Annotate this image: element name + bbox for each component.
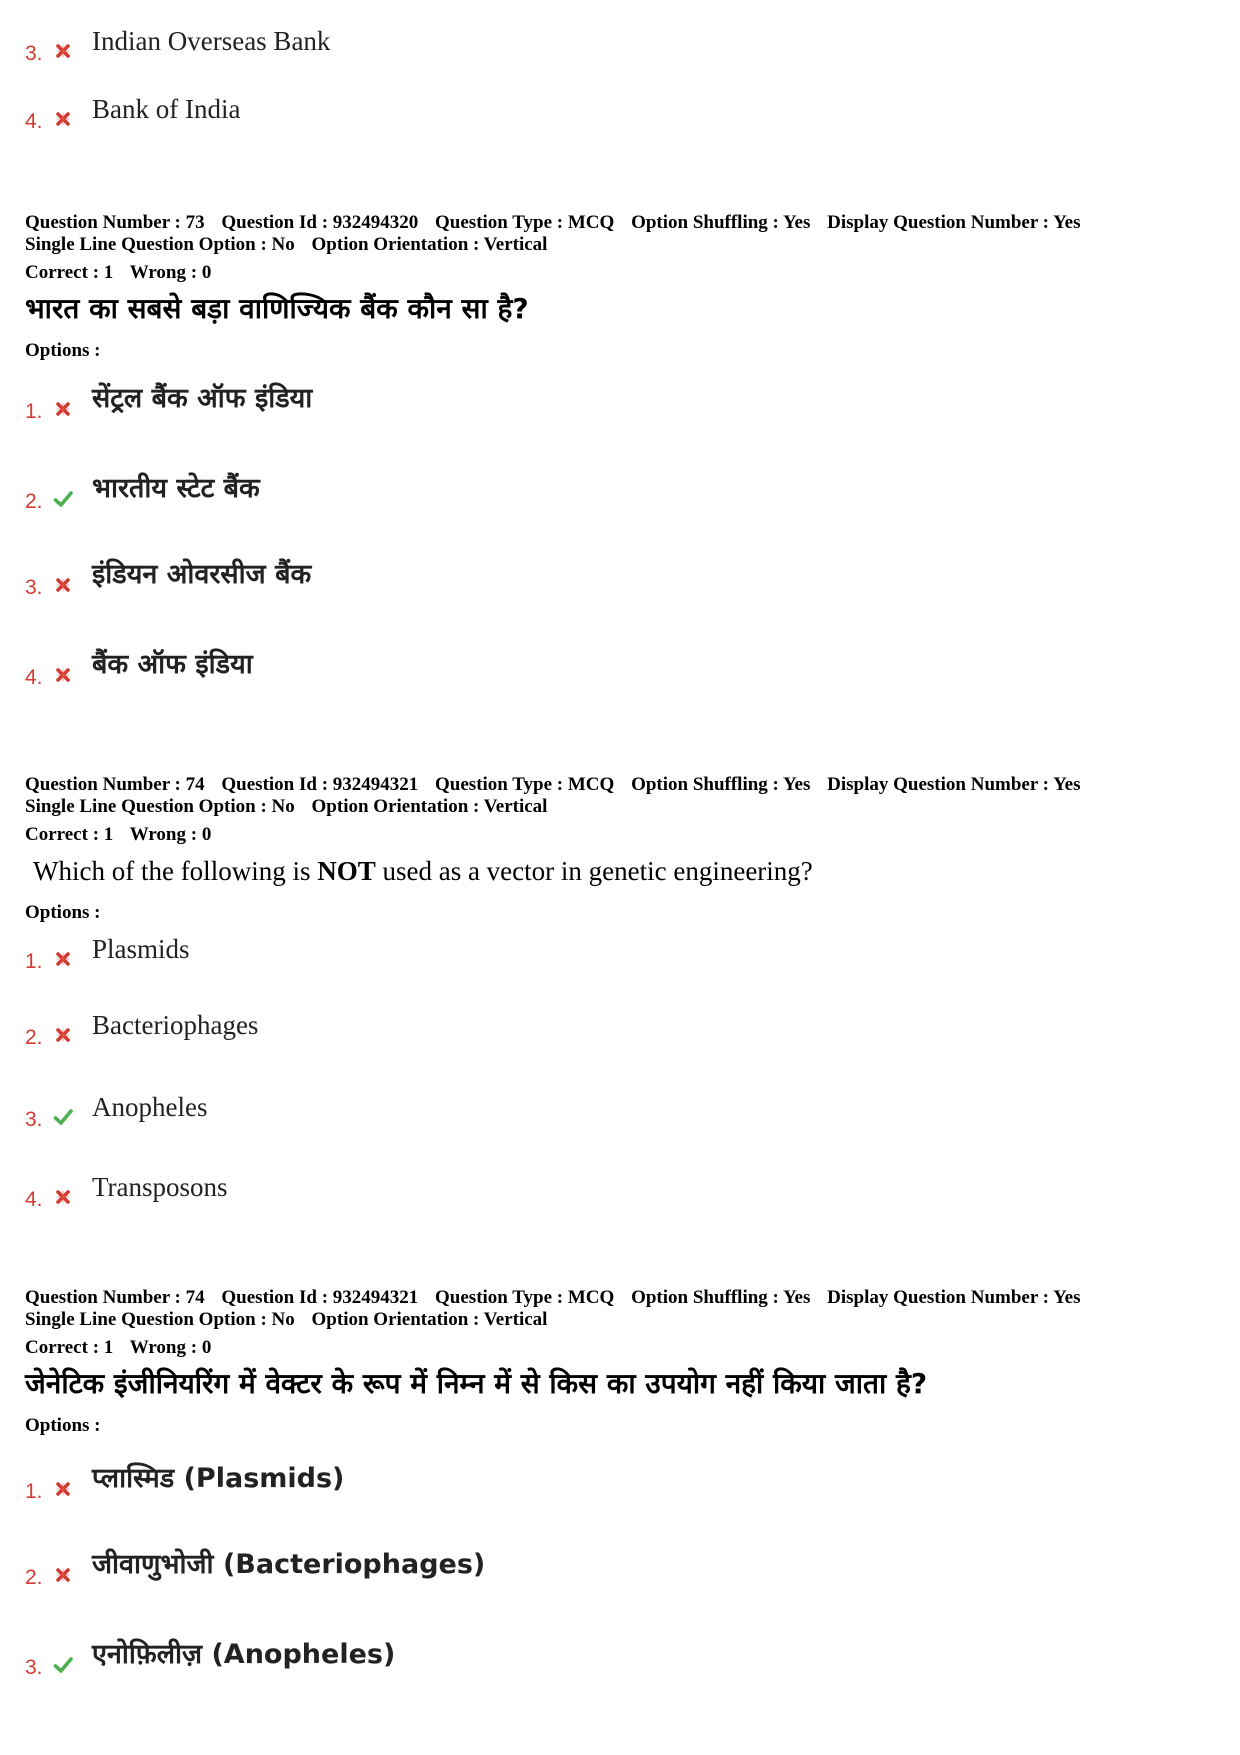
question-meta-line-2: Single Line Question Option : No Option Orientation : Vertical <box>25 796 548 817</box>
question-block <box>25 1287 1215 1437</box>
question-meta-line-1: Question Number : 74 Question Id : 932494321 Question Type : MCQ Option Shuffling : Yes Display Question Number : Yes <box>25 1287 1081 1308</box>
option-text: Indian Overseas Bank <box>92 26 331 56</box>
option-number: 2. <box>25 1026 43 1049</box>
cross-icon <box>53 109 73 129</box>
marking-scheme: Correct : 1 Wrong : 0 <box>25 262 212 283</box>
options-label: Options : <box>25 902 101 923</box>
cross-icon <box>53 41 73 61</box>
option-number: 1. <box>25 950 43 973</box>
option-text: बैंक ऑफ इंडिया <box>92 649 253 680</box>
option-number: 3. <box>25 1108 43 1131</box>
option-number: 3. <box>25 576 43 599</box>
marking-scheme: Correct : 1 Wrong : 0 <box>25 1337 212 1358</box>
option-text: प्लास्मिड (Plasmids) <box>92 1463 345 1494</box>
option-text: जीवाणुभोजी (Bacteriophages) <box>92 1549 486 1580</box>
option-number: 1. <box>25 400 43 423</box>
option-number: 1. <box>25 1480 43 1503</box>
option-number: 3. <box>25 1656 43 1679</box>
option-text: Bacteriophages <box>92 1010 259 1040</box>
cross-icon <box>53 665 73 685</box>
option-text: Transposons <box>92 1172 228 1202</box>
question-block <box>25 212 1215 362</box>
question-text: Which of the following is NOT used as a vector in genetic engineering? <box>33 856 813 886</box>
cross-icon <box>53 1025 73 1045</box>
question-meta-line-1: Question Number : 74 Question Id : 932494321 Question Type : MCQ Option Shuffling : Yes Display Question Number : Yes <box>25 774 1081 795</box>
marking-scheme: Correct : 1 Wrong : 0 <box>25 824 212 845</box>
option-number: 4. <box>25 666 43 689</box>
check-icon <box>53 1655 73 1675</box>
cross-icon <box>53 1565 73 1585</box>
question-meta-line-2: Single Line Question Option : No Option Orientation : Vertical <box>25 234 548 255</box>
question-meta-line-2: Single Line Question Option : No Option Orientation : Vertical <box>25 1309 548 1330</box>
cross-icon <box>53 399 73 419</box>
cross-icon <box>53 949 73 969</box>
cross-icon <box>53 1479 73 1499</box>
question-text: भारत का सबसे बड़ा वाणिज्यिक बैंक कौन सा है? <box>25 292 529 325</box>
option-text: Plasmids <box>92 934 190 964</box>
option-number: 4. <box>25 110 43 133</box>
check-icon <box>53 489 73 509</box>
emphasis-not: NOT <box>317 856 376 886</box>
question-block <box>25 774 1215 924</box>
option-text: Bank of India <box>92 94 241 124</box>
options-label: Options : <box>25 340 101 361</box>
option-text: भारतीय स्टेट बैंक <box>92 473 260 504</box>
option-text: एनोफ़िलीज़ (Anopheles) <box>92 1639 396 1670</box>
option-number: 2. <box>25 1566 43 1589</box>
option-text: सेंट्रल बैंक ऑफ इंडिया <box>92 383 313 414</box>
option-text: इंडियन ओवरसीज बैंक <box>92 559 312 590</box>
option-text: Anopheles <box>92 1092 208 1122</box>
option-number: 3. <box>25 42 43 65</box>
question-meta-line-1: Question Number : 73 Question Id : 932494320 Question Type : MCQ Option Shuffling : Yes Display Question Number : Yes <box>25 212 1081 233</box>
options-label: Options : <box>25 1415 101 1436</box>
check-icon <box>53 1107 73 1127</box>
question-text: जेनेटिक इंजीनियरिंग में वेक्टर के रूप में निम्न में से किस का उपयोग नहीं किया जाता है? <box>25 1367 928 1400</box>
cross-icon <box>53 1187 73 1207</box>
cross-icon <box>53 575 73 595</box>
option-number: 4. <box>25 1188 43 1211</box>
option-number: 2. <box>25 490 43 513</box>
